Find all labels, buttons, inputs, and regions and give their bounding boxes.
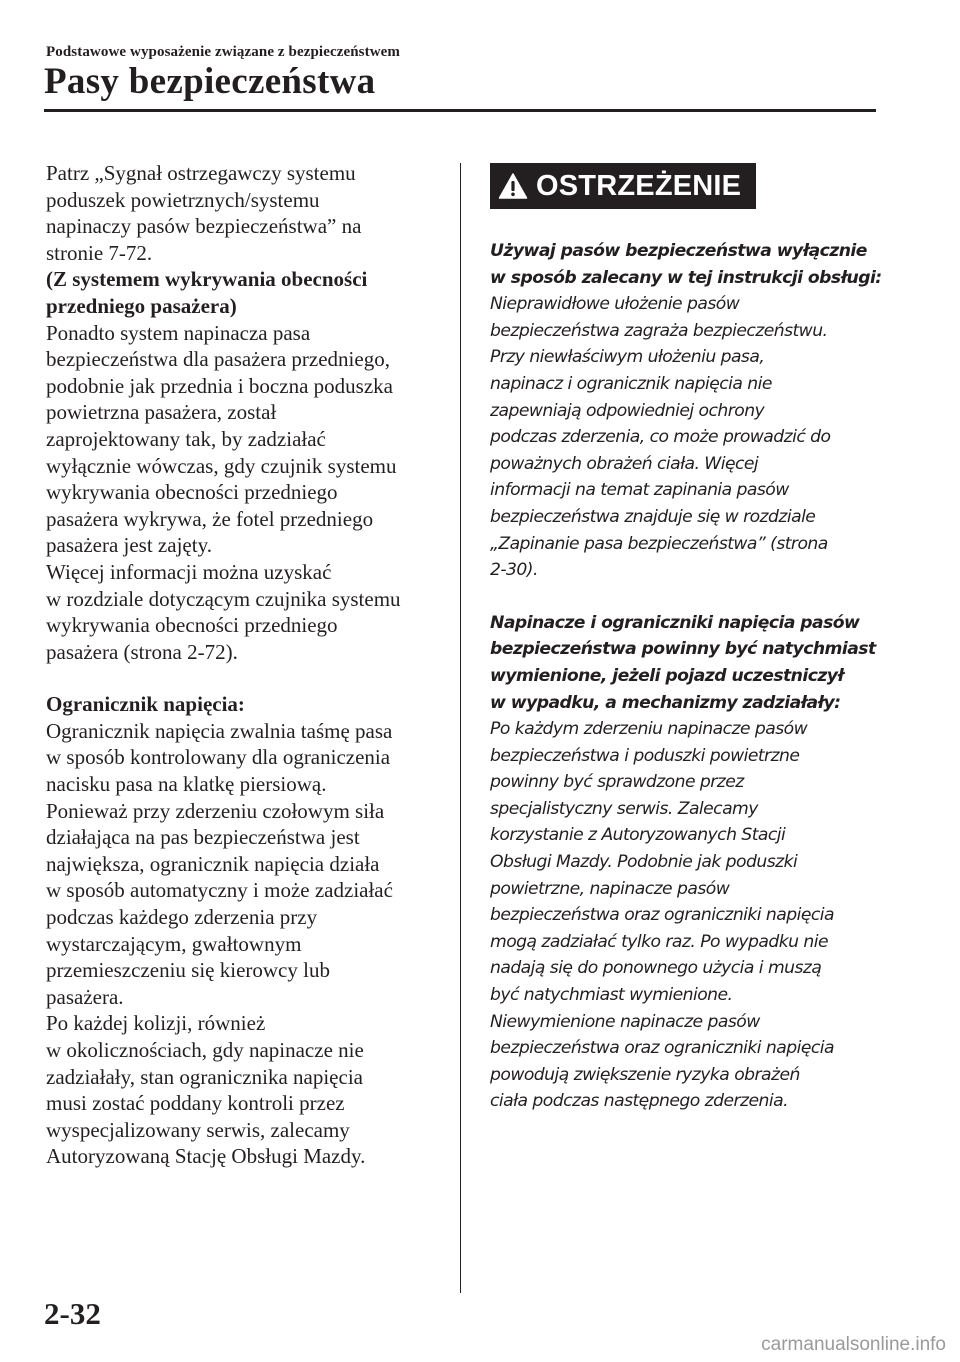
column-divider xyxy=(460,163,461,1293)
watermark: carmanualsonline.info xyxy=(761,1334,946,1355)
warning-column xyxy=(490,238,886,1115)
load-limiter-heading: Ogranicznik napięcia: xyxy=(46,692,245,717)
occupant-sensor-paragraph: Ponadto system napinacza pasa bezpieczeństwa dla pasażera przedniego, podobnie jak przednia i boczna poduszka powietrzna pasażera, został zaprojektowany tak, by zadziałać wyłącznie wówczas, gdy czujnik systemu wykrywania obecności przedniego pasażera wykrywa, że fotel przedniego pasażera jest zajęty. Więcej informacji można uzyskać w rozdziale dotyczącym czujnika systemu wykrywania obecności przedniego pasażera (strona 2-72). xyxy=(46,320,401,664)
load-limiter-paragraph: Ogranicznik napięcia zwalnia taśmę pasa w sposób kontrolowany dla ograniczenia nacisku pasa na klatkę piersiową. Ponieważ przy zderzeniu czołowym siła działająca na pas bezpieczeństwa jest największa, ogranicznik napięcia działa w sposób automatyczny i może zadziałać podczas każdego zderzenia przy wystarczającym, gwałtownym przemieszczeniu się kierowcy lub pasażera. Po każdej kolizji, również w okolicznościach, gdy napinacze nie zadziałały, stan ogranicznika napięcia musi zostać poddany kontroli przez wyspecjalizowany serwis, zalecamy Autoryzowaną Stację Obsługi Mazdy. xyxy=(46,718,393,1169)
page-title: Pasy bezpieczeństwa xyxy=(44,61,376,102)
left-column xyxy=(46,160,441,1170)
warning-label: OSTRZEŻENIE xyxy=(536,169,742,202)
intro-paragraph: Patrz „Sygnał ostrzegawczy systemu poduszek powietrznych/systemu napinaczy pasów bezpieczeństwa” na stronie 7-72. xyxy=(46,161,362,265)
warning-heading-replacement: Napinacze i ograniczniki napięcia pasów bezpieczeństwa powinny być natychmiast wymienione, jeżeli pojazd uczestniczył w wypadku, a mechanizmy zadziałały: xyxy=(490,612,876,713)
header-rule xyxy=(44,109,876,112)
warning-heading-usage: Używaj pasów bezpieczeństwa wyłącznie w sposób zalecany w tej instrukcji obsługi: xyxy=(490,241,882,288)
warning-triangle-icon xyxy=(498,172,528,200)
warning-paragraph-usage: Nieprawidłowe ułożenie pasów bezpieczeństwa zagraża bezpieczeństwu. Przy niewłaściwym ułożeniu pasa, napinacz i ogranicznik napięcia nie zapewniają odpowiedniej ochrony podczas zderzenia, co może prowadzić do poważnych obrażeń ciała. Więcej informacji na temat zapinania pasów bezpieczeństwa znajduje się w rozdziale „Zapinanie pasa bezpieczeństwa” (strona 2-30). xyxy=(490,294,831,581)
warning-paragraph-replacement: Po każdym zderzeniu napinacze pasów bezpieczeństwa i poduszki powietrzne powinny być sprawdzone przez specjalistyczny serwis. Zalecamy korzystanie z Autoryzowanych Stacji Obsługi Mazdy. Podobnie jak poduszki powietrzne, napinacze pasów bezpieczeństwa oraz ograniczniki napięcia mogą zadziałać tylko raz. Po wypadku nie nadają się do ponownego użycia i muszą być natychmiast wymienione. Niewymienione napinacze pasów bezpieczeństwa oraz ograniczniki napięcia powodują zwiększenie ryzyka obrażeń ciała podczas następnego zderzenia. xyxy=(490,719,834,1112)
occupant-sensor-heading: (Z systemem wykrywania obecności przedniego pasażera) xyxy=(46,267,368,318)
page-number: 2-32 xyxy=(44,1296,101,1331)
section-kicker: Podstawowe wyposażenie związane z bezpieczeństwem xyxy=(46,44,400,60)
warning-badge xyxy=(490,163,756,209)
